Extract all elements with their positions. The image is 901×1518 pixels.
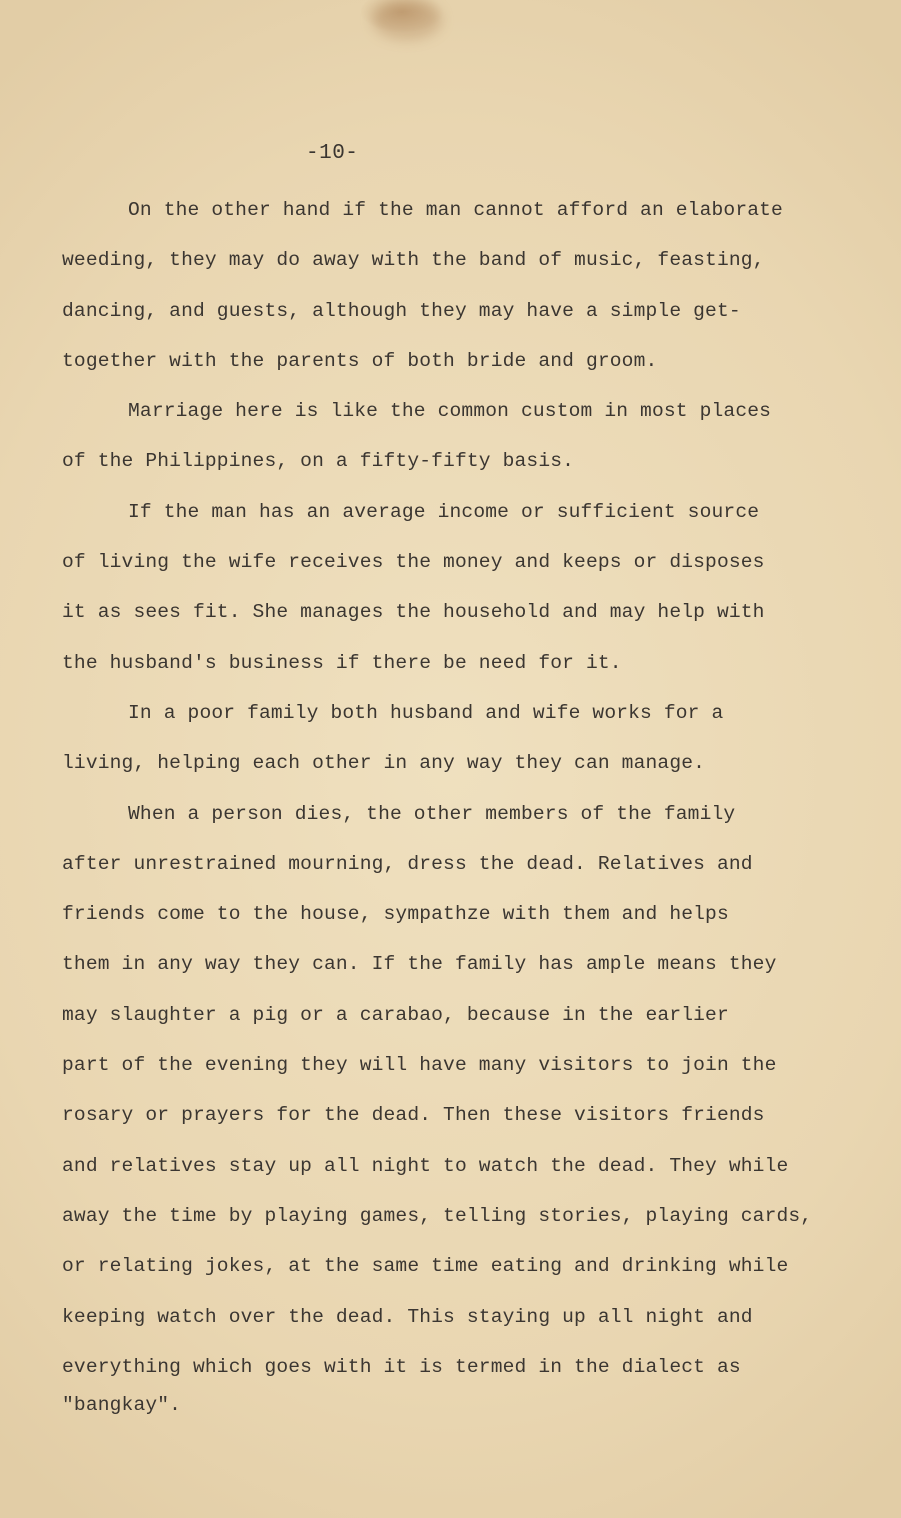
text-line: living, helping each other in any way they can manage. — [62, 752, 706, 775]
text-line: them in any way they can. If the family has ample means they — [62, 953, 777, 976]
text-line: and relatives stay up all night to watch the dead. They while — [62, 1154, 789, 1177]
text-line: of the Philippines, on a fifty-fifty basis. — [62, 450, 575, 473]
page-number: -10- — [306, 142, 359, 165]
text-line: friends come to the house, sympathze with them and helps — [62, 903, 729, 926]
text-line: weeding, they may do away with the band of music, feasting, — [62, 249, 765, 272]
text-line: it as sees fit. She manages the household and may help with — [62, 601, 765, 624]
text-line: away the time by playing games, telling stories, playing cards, — [62, 1204, 813, 1227]
text-line: part of the evening they will have many visitors to join the — [62, 1054, 777, 1077]
text-line: If the man has an average income or sufficient source — [128, 500, 760, 523]
text-line: of living the wife receives the money and keeps or disposes — [62, 551, 765, 574]
text-line: Marriage here is like the common custom in most places — [128, 400, 772, 423]
text-line: dancing, and guests, although they may have a simple get- — [62, 299, 741, 322]
text-line: or relating jokes, at the same time eating and drinking while — [62, 1255, 789, 1278]
text-line: may slaughter a pig or a carabao, because in the earlier — [62, 1003, 729, 1026]
paper-stain — [372, 0, 442, 40]
text-line: together with the parents of both bride and groom. — [62, 349, 658, 372]
text-line: In a poor family both husband and wife works for a — [128, 701, 724, 724]
text-line: the husband's business if there be need for it. — [62, 651, 622, 674]
text-line: "bangkay". — [62, 1393, 182, 1416]
body-text — [62, 191, 862, 1436]
text-line: after unrestrained mourning, dress the dead. Relatives and — [62, 852, 753, 875]
text-line: When a person dies, the other members of the family — [128, 802, 736, 825]
text-line: keeping watch over the dead. This staying up all night and — [62, 1305, 753, 1328]
text-line: On the other hand if the man cannot afford an elaborate — [128, 199, 783, 221]
text-line: everything which goes with it is termed in the dialect as — [62, 1355, 741, 1378]
text-line: rosary or prayers for the dead. Then these visitors friends — [62, 1104, 765, 1127]
